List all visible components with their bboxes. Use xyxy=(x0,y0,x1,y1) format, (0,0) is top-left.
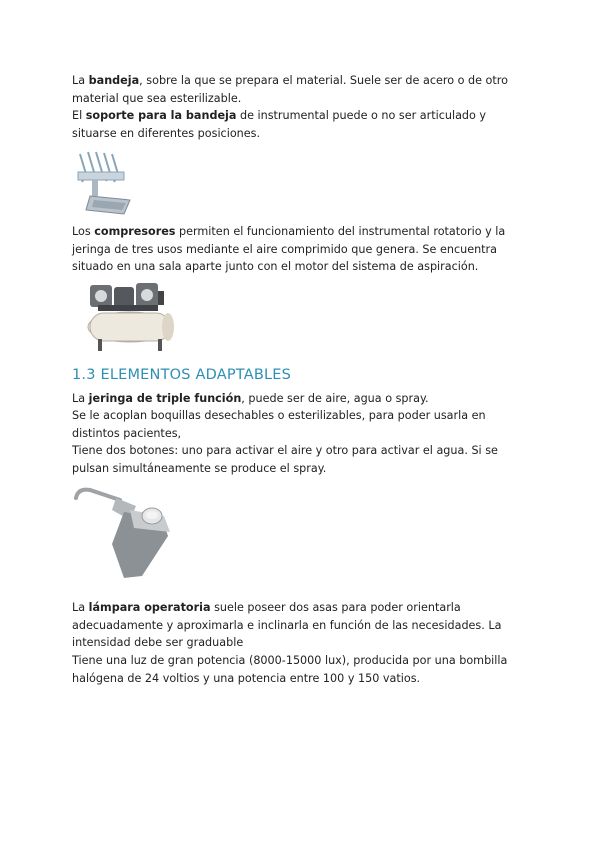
term-soporte-bandeja: soporte para la bandeja xyxy=(85,109,237,122)
paragraph-soporte-bandeja: El soporte para la bandeja de instrumental puede o no ser articulado y situarse en diferentes posiciones. xyxy=(72,109,487,140)
paragraph-botones: Tiene dos botones: uno para activar el aire y otro para activar el agua. Si se pulsan simultáneamente se produce el spray. xyxy=(72,444,498,475)
syringe-image xyxy=(72,484,180,578)
term-jeringa: jeringa de triple función xyxy=(88,392,242,405)
section-heading: 1.3 ELEMENTOS ADAPTABLES xyxy=(72,367,292,383)
compressor-image xyxy=(72,277,188,361)
paragraph-lampara: La lámpara operatoria suele poseer dos asas para poder orientarla adecuadamente y aproximarla e inclinarla en función de las necesidades. La intensidad debe ser graduable xyxy=(72,601,502,650)
term-compresores: compresores xyxy=(94,225,176,238)
term-bandeja: bandeja xyxy=(88,74,140,87)
paragraph-bandeja: La bandeja, sobre la que se prepara el material. Suele ser de acero o de otro material que sea esterilizable. xyxy=(72,74,508,105)
paragraph-compresores: Los compresores permiten el funcionamiento del instrumental rotatorio y la jeringa de tres usos mediante el aire comprimido que genera. Se encuentra situado en una sala aparte junto con el motor del sistema de aspiración. xyxy=(72,225,506,274)
paragraph-boquillas: Se le acoplan boquillas desechables o esterilizables, para poder usarla en distintos pacientes, xyxy=(72,409,486,440)
term-lampara: lámpara operatoria xyxy=(88,601,211,614)
paragraph-potencia-lampara: Tiene una luz de gran potencia (8000-15000 lux), producida por una bombilla halógena de 24 voltios y una potencia entre 100 y 150 vatios. xyxy=(72,654,508,685)
tray-support-image xyxy=(72,148,132,218)
paragraph-jeringa: La jeringa de triple función, puede ser de aire, agua o spray. xyxy=(72,392,429,405)
